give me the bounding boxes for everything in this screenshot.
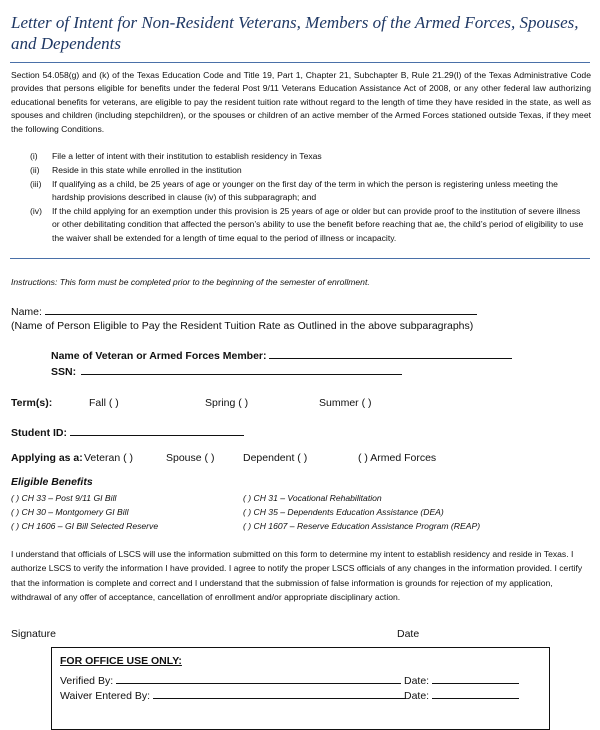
veteran-label: Name of Veteran or Armed Forces Member: bbox=[51, 350, 267, 362]
applying-spouse-option[interactable]: Spouse ( ) bbox=[166, 452, 215, 464]
benefit-option-ch33[interactable]: ( ) CH 33 – Post 9/11 GI Bill bbox=[11, 493, 117, 503]
applying-veteran-option[interactable]: Veteran ( ) bbox=[84, 452, 134, 464]
office-date-label: Date: bbox=[404, 675, 430, 687]
student-id-line[interactable] bbox=[70, 424, 244, 436]
intro-paragraph: Section 54.058(g) and (k) of the Texas Education Code and Title 19, Part 1, Chapter 21, Subchapter B, Rule 21.29(l) of the Texas Administrative Code provides that persons eligible for benefits under the federal Post 9/11 Veterans Education Assistance Act of 2008, or any other federal law authorizing educational benefits for veterans, are eligible to pay the resident tuition rate without regard to the length of time they have resided in the state, as well as spouses and children (including stepchildren), or the spouses or children of an active member of the Armed Forces stationed outside Texas, if they meet the following Conditions. bbox=[11, 70, 591, 134]
applying-label: Applying as a: bbox=[11, 452, 83, 464]
condition-item bbox=[30, 150, 590, 164]
office-date-line[interactable] bbox=[432, 672, 519, 684]
benefit-option-ch31[interactable]: ( ) CH 31 – Vocational Rehabilitation bbox=[243, 493, 382, 503]
waiver-entered-by-field[interactable] bbox=[60, 687, 406, 702]
office-date-label: Date: bbox=[404, 690, 430, 702]
applying-dependent-option[interactable]: Dependent ( ) bbox=[243, 452, 308, 464]
signature-label: Signature bbox=[11, 628, 56, 640]
condition-number: (i) bbox=[30, 151, 38, 161]
office-use-box bbox=[51, 647, 550, 730]
instructions-text: : This form must be completed prior to the beginning of the semester of enrollment. bbox=[54, 277, 370, 287]
term-label: Term(s): bbox=[11, 397, 53, 409]
condition-item bbox=[30, 178, 590, 206]
name-line[interactable] bbox=[45, 303, 477, 315]
name-field[interactable] bbox=[11, 303, 477, 318]
benefit-option-ch35[interactable]: ( ) CH 35 – Dependents Education Assistance (DEA) bbox=[243, 507, 444, 517]
eligible-benefits-title: Eligible Benefits bbox=[11, 476, 93, 488]
student-id-label: Student ID: bbox=[11, 427, 67, 439]
office-date-field[interactable] bbox=[404, 672, 519, 687]
condition-item bbox=[30, 205, 590, 245]
section-divider bbox=[10, 258, 590, 259]
office-date-line[interactable] bbox=[432, 687, 519, 699]
verified-by-label: Verified By: bbox=[60, 675, 114, 687]
condition-item bbox=[30, 164, 590, 178]
ssn-line[interactable] bbox=[81, 363, 402, 375]
date-label: Date bbox=[397, 628, 420, 640]
ssn-label: SSN: bbox=[51, 366, 77, 378]
title-divider bbox=[10, 62, 590, 63]
waiver-entered-by-line[interactable] bbox=[153, 687, 406, 699]
instructions-label: Instructions bbox=[11, 277, 55, 287]
benefit-option-ch1606[interactable]: ( ) CH 1606 – GI Bill Selected Reserve bbox=[11, 521, 159, 531]
term-fall-option[interactable]: Fall ( ) bbox=[89, 397, 119, 409]
name-label: Name: bbox=[11, 306, 42, 318]
condition-number: (ii) bbox=[30, 165, 40, 175]
condition-number: (iv) bbox=[30, 206, 42, 216]
verified-by-field[interactable] bbox=[60, 672, 401, 687]
condition-text: If the child applying for an exemption under this provision is 25 years of age or older but can provide proof to the institution of severe illness or other debilitating condition that affected the person’s ability to use the benefit before reaching that ae, the child’s period of eligibility to use the waiver shall be extended for a length of time equal to the period of illness or incapacity. bbox=[52, 206, 584, 243]
instructions bbox=[11, 277, 370, 287]
name-note: (Name of Person Eligible to Pay the Resident Tuition Rate as Outlined in the above subparagraphs) bbox=[11, 320, 474, 332]
benefit-option-ch30[interactable]: ( ) CH 30 – Montgomery GI Bill bbox=[11, 507, 129, 517]
page-title: Letter of Intent for Non-Resident Veterans, Members of the Armed Forces, Spouses, and Dependents bbox=[11, 13, 579, 53]
office-use-title: FOR OFFICE USE ONLY: bbox=[60, 655, 182, 667]
veteran-field[interactable] bbox=[51, 347, 512, 362]
waiver-entered-by-label: Waiver Entered By: bbox=[60, 690, 151, 702]
verified-by-line[interactable] bbox=[116, 672, 401, 684]
condition-number: (iii) bbox=[30, 179, 42, 189]
term-summer-option[interactable]: Summer ( ) bbox=[319, 397, 372, 409]
office-date-field[interactable] bbox=[404, 687, 519, 702]
condition-text: Reside in this state while enrolled in the institution bbox=[52, 165, 242, 175]
veteran-line[interactable] bbox=[269, 347, 512, 359]
ssn-field[interactable] bbox=[51, 363, 402, 378]
certification-paragraph: I understand that officials of LSCS will use the information submitted on this form to determine my intent to establish residency and reside in Texas. I authorize LSCS to verify the information I have provided. I agree to notify the proper LSCS officials of any changes in the information provided. I certify that the information is complete and correct and I understand that the submission of false information is grounds for rejection of my application, withdrawal of any offer of acceptance, cancellation of enrollment and/or appropriate disciplinary action. bbox=[11, 549, 583, 603]
term-spring-option[interactable]: Spring ( ) bbox=[205, 397, 249, 409]
student-id-field[interactable] bbox=[11, 424, 244, 439]
applying-armed-forces-option[interactable]: ( ) Armed Forces bbox=[358, 452, 437, 464]
benefit-option-ch1607[interactable]: ( ) CH 1607 – Reserve Education Assistance Program (REAP) bbox=[243, 521, 481, 531]
condition-text: If qualifying as a child, be 25 years of age or younger on the first day of the term in which the person is registering unless meeting the hardship provisions described in clause (iv) of this subparagraph; and bbox=[52, 179, 558, 203]
condition-text: File a letter of intent with their institution to establish residency in Texas bbox=[52, 151, 322, 161]
